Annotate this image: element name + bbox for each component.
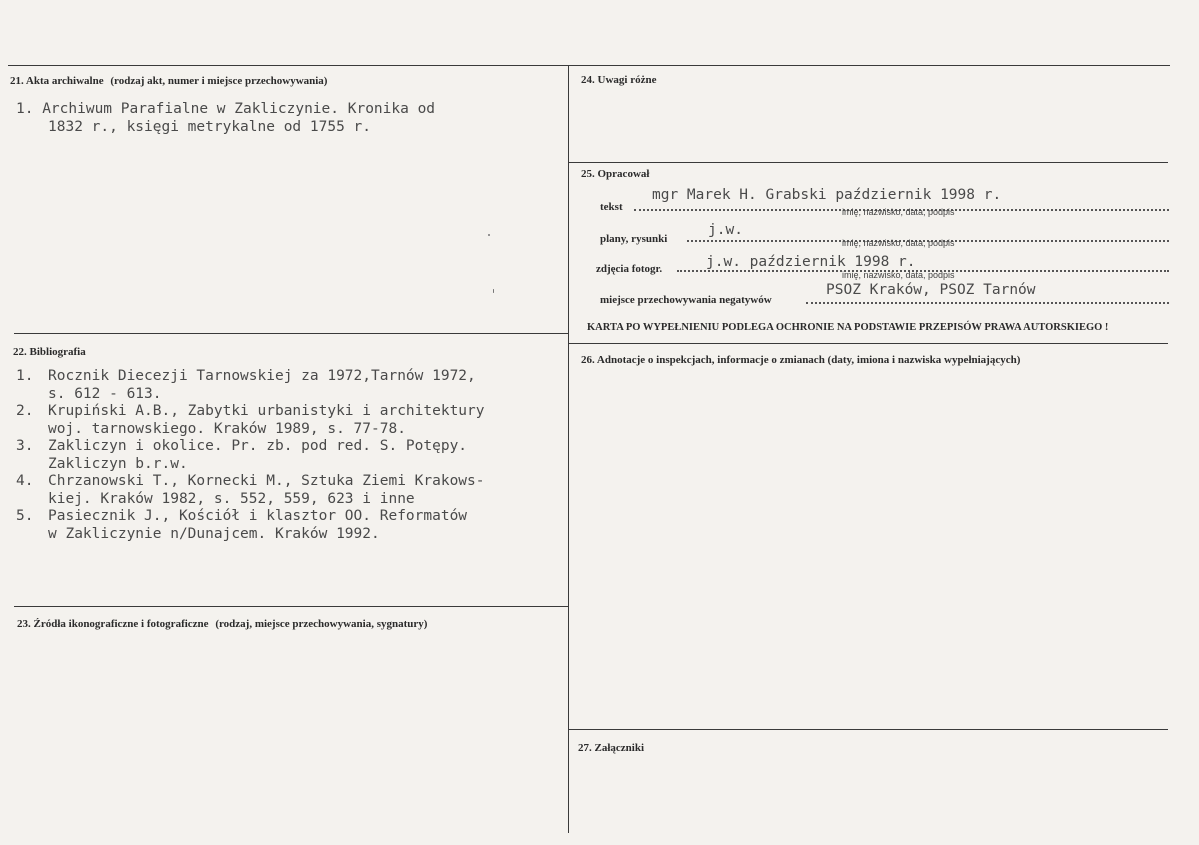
item-line: kiej. Kraków 1982, s. 552, 559, 623 i inne <box>48 490 415 507</box>
rule-24-25 <box>568 162 1168 163</box>
section-25-heading: 25. Opracował <box>581 168 650 180</box>
rule-21-22 <box>14 333 568 334</box>
item-line: w Zakliczynie n/Dunajcem. Kraków 1992. <box>48 525 380 542</box>
row-hint-tekst: imię, nazwisko, data, podpis <box>842 207 955 217</box>
row-hint-plany: imię, nazwisko, data, podpis <box>842 238 955 248</box>
item-line: Krupiński A.B., Zabytki urbanistyki i architektury <box>48 403 485 419</box>
bibliography-list <box>16 368 485 543</box>
list-item <box>16 473 485 491</box>
row-label-negatywy: miejsce przechowywania negatywów <box>600 294 772 306</box>
section-22-heading: 22. Bibliografia <box>13 346 86 358</box>
rule-25-26 <box>568 343 1168 344</box>
copyright-warning: KARTA PO WYPEŁNIENIU PODLEGA OCHRONIE NA PODSTAWIE PRZEPISÓW PRAWA AUTORSKIEGO ! <box>587 322 1109 333</box>
section-21-title: 21. Akta archiwalne <box>10 75 104 87</box>
list-item <box>16 508 485 526</box>
row-value-zdjecia: j.w. październik 1998 r. <box>706 254 916 270</box>
fill-line-negatywy <box>806 302 1169 304</box>
section-21-line-1: 1. Archiwum Parafialne w Zakliczynie. Kronika od <box>16 101 436 117</box>
item-number: 3. <box>16 438 34 454</box>
rule-26-27 <box>568 729 1168 730</box>
row-label-zdjecia: zdjęcia fotogr. <box>596 263 663 275</box>
item-line: Rocznik Diecezji Tarnowskiej za 1972,Tarnów 1972, <box>48 368 476 384</box>
row-hint-zdjecia: imię, nazwisko, data, podpis <box>842 270 955 280</box>
item-line: Zakliczyn i okolice. Pr. zb. pod red. S. Potępy. <box>48 438 468 454</box>
list-item <box>16 438 485 456</box>
row-label-plany: plany, rysunki <box>600 233 668 245</box>
item-number: 5. <box>16 508 34 524</box>
row-label-tekst: tekst <box>600 201 623 213</box>
section-24-heading: 24. Uwagi różne <box>581 74 657 86</box>
list-item <box>16 403 485 421</box>
section-23-note: (rodzaj, miejsce przechowywania, sygnatury) <box>215 618 428 630</box>
section-26-heading: 26. Adnotacje o inspekcjach, informacje o zmianach (daty, imiona i nazwiska wypełniających) <box>581 354 1021 366</box>
row-value-tekst: mgr Marek H. Grabski październik 1998 r. <box>652 187 1002 203</box>
section-27-heading: 27. Załączniki <box>578 742 645 754</box>
list-item <box>16 368 485 386</box>
item-number: 2. <box>16 403 34 419</box>
section-21-line-2: 1832 r., księgi metrykalne od 1755 r. <box>48 119 372 135</box>
section-23-heading <box>17 618 427 630</box>
item-line: Chrzanowski T., Kornecki M., Sztuka Ziemi Krakows- <box>48 473 485 489</box>
rule-22-23 <box>14 606 568 607</box>
list-item <box>16 421 485 439</box>
row-value-plany: j.w. <box>708 222 743 238</box>
paper-speck <box>493 289 494 293</box>
item-number: 4. <box>16 473 34 489</box>
list-item <box>16 491 485 509</box>
top-rule <box>8 65 1170 66</box>
row-value-negatywy: PSOZ Kraków, PSOZ Tarnów <box>826 282 1036 298</box>
section-23-title: 23. Źródła ikonograficzne i fotograficzne <box>17 618 209 630</box>
item-number: 1. <box>16 368 34 384</box>
item-line: Pasiecznik J., Kościół i klasztor OO. Reformatów <box>48 508 468 524</box>
list-item <box>16 386 485 404</box>
paper-speck <box>488 234 490 236</box>
center-divider <box>568 65 569 833</box>
section-21-heading <box>10 75 327 87</box>
section-21-note: (rodzaj akt, numer i miejsce przechowywania) <box>110 75 328 87</box>
list-item <box>16 526 485 544</box>
item-line: s. 612 - 613. <box>48 385 162 402</box>
item-line: woj. tarnowskiego. Kraków 1989, s. 77-78. <box>48 420 406 437</box>
list-item <box>16 456 485 474</box>
item-line: Zakliczyn b.r.w. <box>48 455 188 472</box>
